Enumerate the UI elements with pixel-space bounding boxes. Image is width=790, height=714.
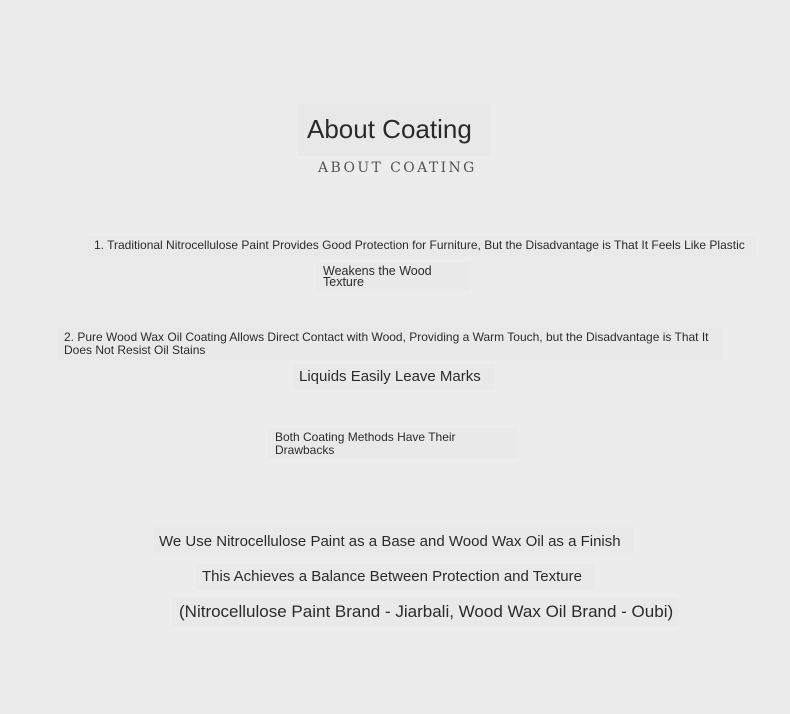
paragraph-nitrocellulose: 1. Traditional Nitrocellulose Paint Provides Good Protection for Furniture, But the Disadvantage is That It Feels Like Plastic (88, 236, 756, 256)
page-title: About Coating (298, 104, 491, 156)
paragraph-wood-wax-oil: 2. Pure Wood Wax Oil Coating Allows Direct Contact with Wood, Providing a Warm Touch, but the Disadvantage is That It Does Not Resist Oil Stains (57, 328, 723, 360)
paragraph-solution: We Use Nitrocellulose Paint as a Base and Wood Wax Oil as a Finish (153, 525, 633, 555)
paragraph-brands: (Nitrocellulose Paint Brand - Jiarbali, Wood Wax Oil Brand - Oubi) (172, 598, 678, 626)
paragraph-nitrocellulose-continued: Weakens the Wood Texture (316, 263, 470, 291)
page-subtitle: ABOUT COATING (318, 160, 477, 176)
paragraph-drawbacks: Both Coating Methods Have Their Drawbacks (268, 428, 518, 458)
paragraph-wood-wax-oil-continued: Liquids Easily Leave Marks (293, 364, 495, 389)
paragraph-balance: This Achieves a Balance Between Protection and Texture (196, 564, 594, 590)
